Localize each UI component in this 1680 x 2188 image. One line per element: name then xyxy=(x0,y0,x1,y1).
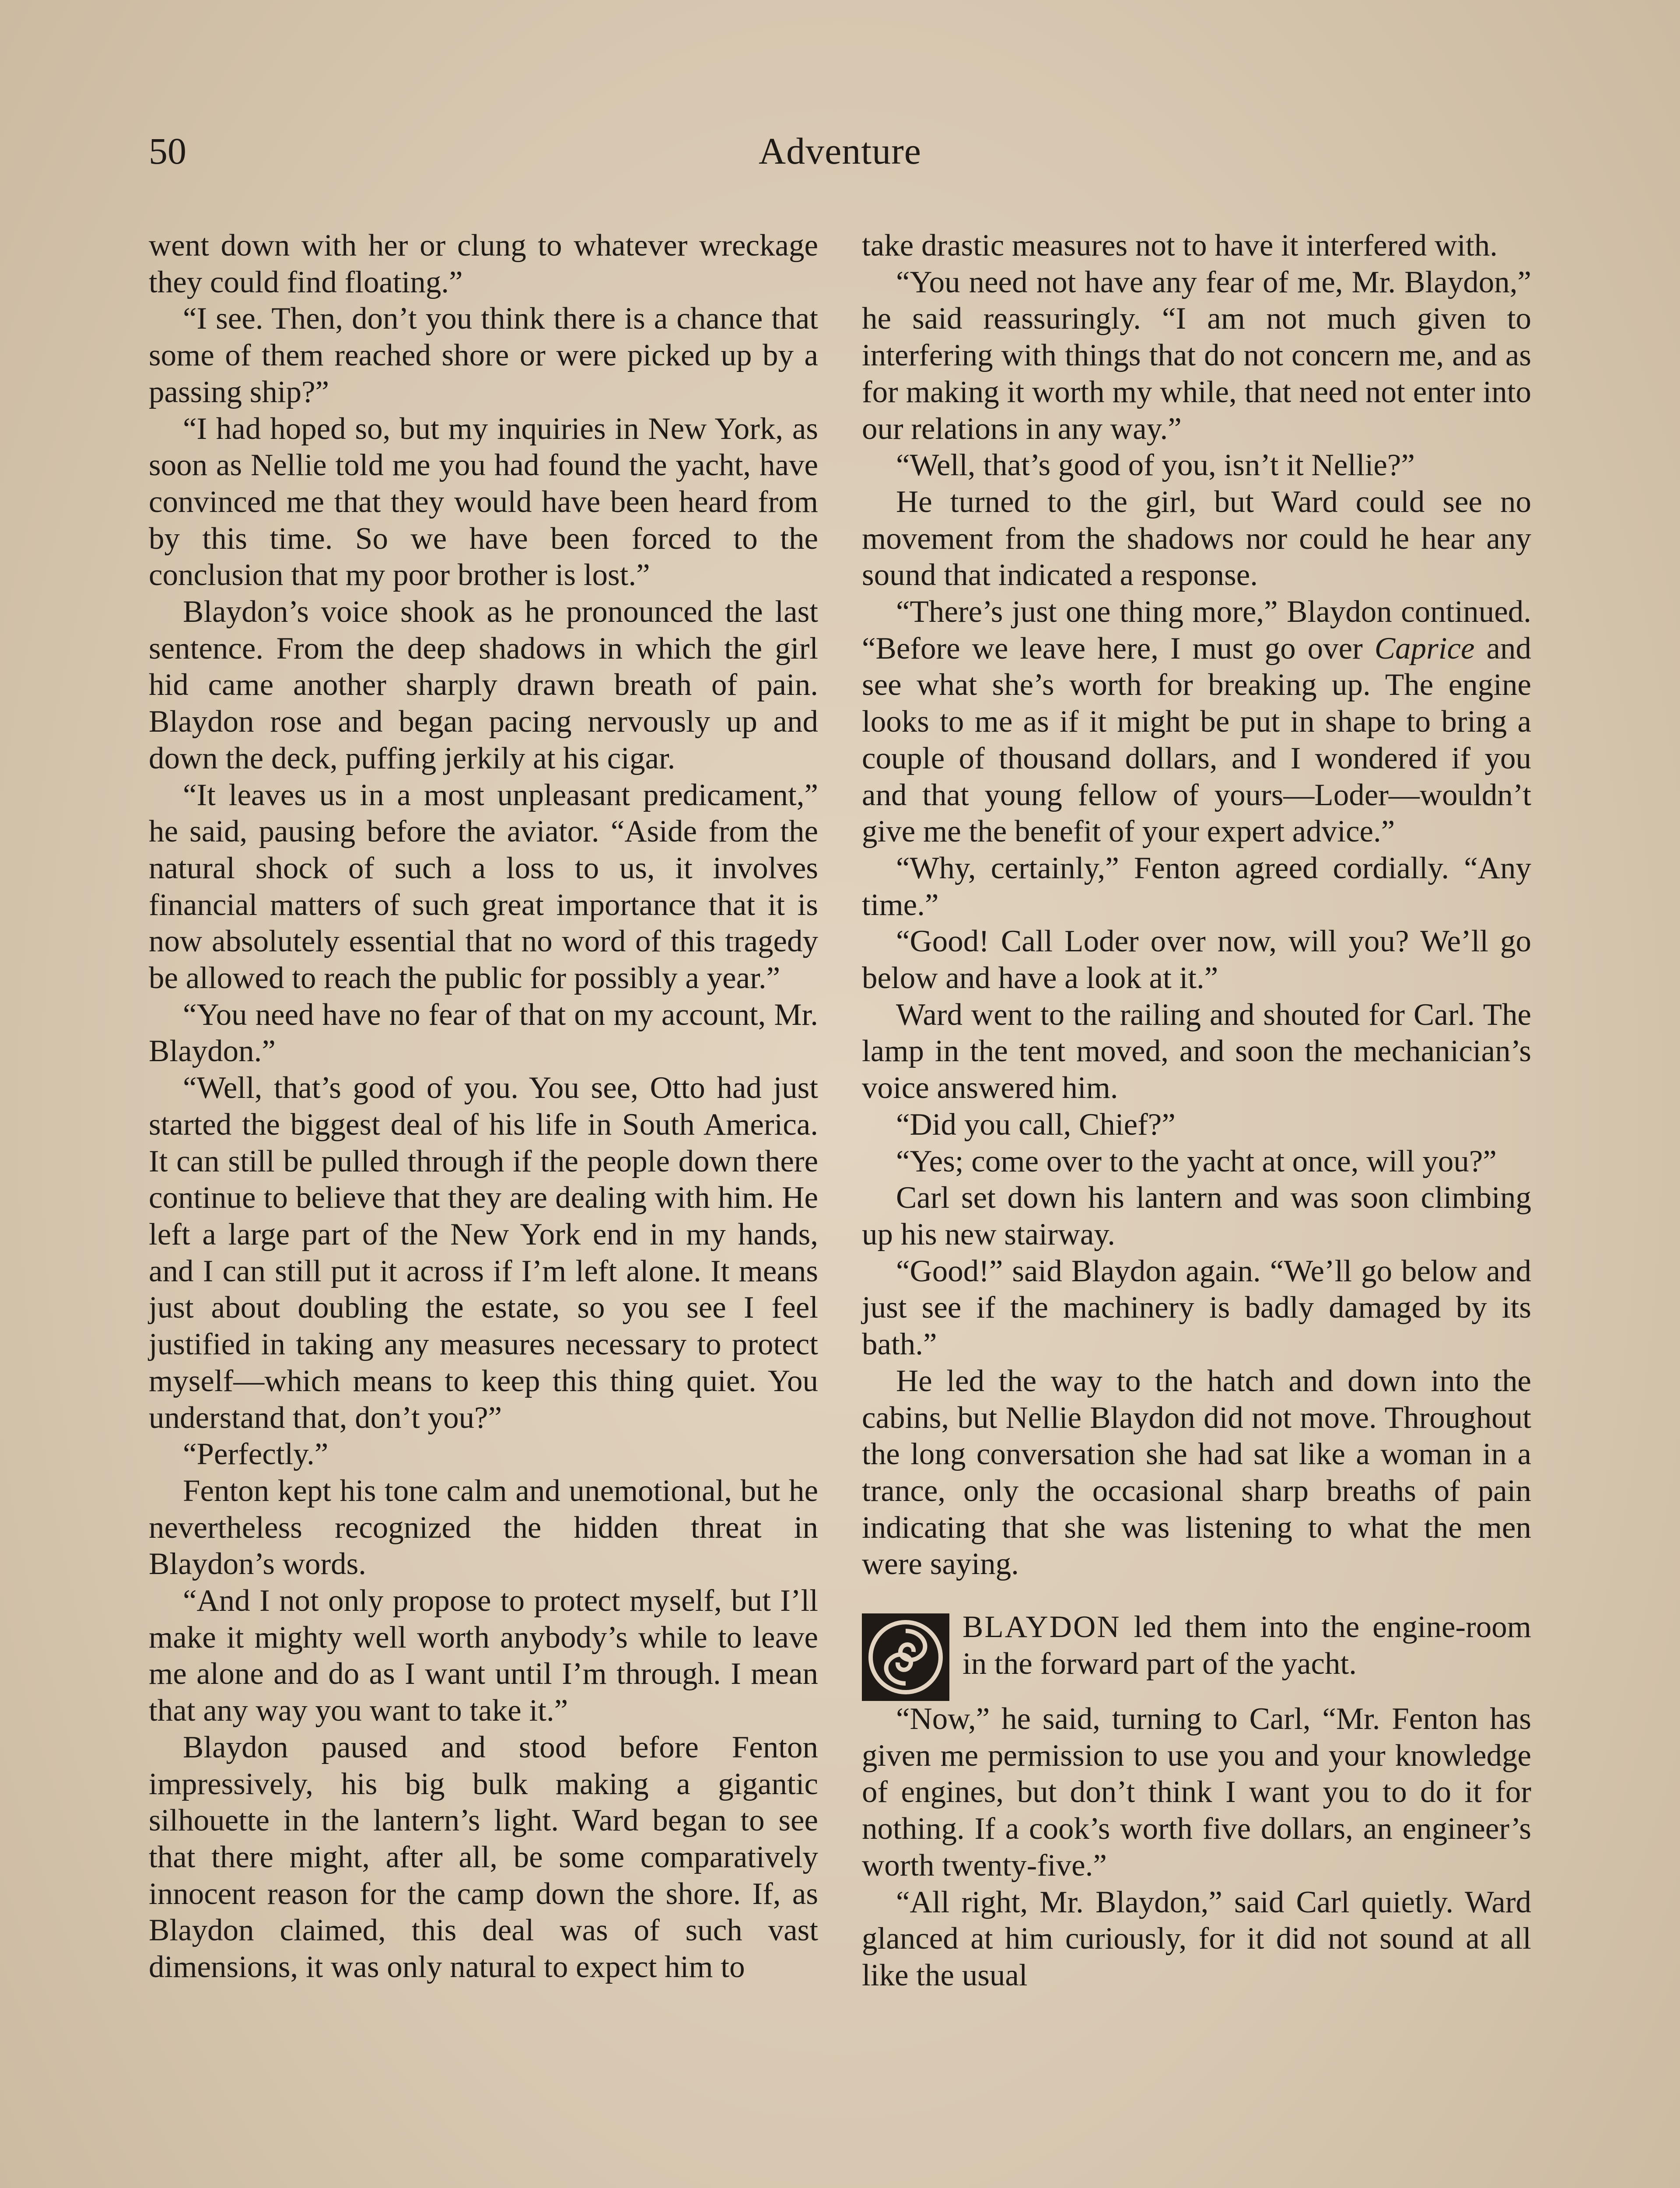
paragraph: “I see. Then, don’t you think there is a chance that some of them reached shore or were picked up by a passing ship?” xyxy=(149,302,818,409)
paragraph: “It leaves us in a most unpleasant predicament,” he said, pausing before the aviator. “Aside from the natural shock of such a loss to us, it involves financial matters of such great importance that it is now absolutely essential that no word of this tragedy be allowed to reach the public for possibly a year.” xyxy=(149,778,818,996)
paragraph: take drastic measures not to have it interfered with. xyxy=(862,228,1498,263)
paragraph: Carl set down his lantern and was soon climbing up his new stairway. xyxy=(862,1181,1531,1252)
paragraph: Blaydon paused and stood before Fenton impressively, his big bulk making a gigantic silhouette in the lantern’s light. Ward began to see that there might, after all, be some comparatively innocent reason for the camp down the shore. If, as Blaydon claimed, this deal was of such vast dimensions, it was only natural to expect him to xyxy=(149,1730,818,1985)
running-title: Adventure xyxy=(759,130,921,172)
paragraph: Ward went to the railing and shouted for Carl. The lamp in the tent moved, and soon the mechanician’s voice answered him. xyxy=(862,997,1531,1105)
paragraph: “I had hoped so, but my inquiries in New York, as soon as Nellie told me you had found the yacht, have convinced me that they would have been heard from by this time. So we have been forced to the conclusion that my poor brother is lost.” xyxy=(149,411,818,593)
paragraph: “Why, certainly,” Fenton agreed cordially. “Any time.” xyxy=(862,851,1531,922)
paragraph: He turned to the girl, but Ward could see no movement from the shadows nor could he hear any sound that indicated a response. xyxy=(862,484,1531,593)
left-column xyxy=(149,228,818,1986)
paragraph: “Well, that’s good of you. You see, Otto had just started the biggest deal of his life in South America. It can still be pulled through if the people down there continue to believe that they are dealing with him. He left a large part of the New York end in my hands, and I can still put it across if I’m left alone. It means just about doubling the estate, so you see I feel justified in taking any measures necessary to protect myself—which means to keep this thing quiet. You understand that, don’t you?” xyxy=(149,1071,818,1435)
text-run: led them into the engine-room in the forward part of the yacht. xyxy=(962,1610,1531,1681)
paragraph: “You need have no fear of that on my account, Mr. Blaydon.” xyxy=(149,997,818,1069)
right-column xyxy=(862,228,1531,1994)
paragraph: “All right, Mr. Blaydon,” said Carl quietly. Ward glanced at him curiously, for it did not sound at all like the usual xyxy=(862,1885,1531,1992)
paragraph xyxy=(862,594,1531,850)
paragraph: Fenton kept his tone calm and unemotional, but he nevertheless recognized the hidden threat in Blaydon’s words. xyxy=(149,1473,818,1581)
paragraph: “You need not have any fear of me, Mr. Blaydon,” he said reassuringly. “I am not much given to interfering with things that do not concern me, and as for making it worth my while, that need not enter into our relations in any way.” xyxy=(862,265,1531,446)
paragraph: Blaydon’s voice shook as he pronounced the last sentence. From the deep shadows in which the girl hid came another sharply drawn breath of pain. Blaydon rose and began pacing nervously up and down the deck, puffing jerkily at his cigar. xyxy=(149,595,818,775)
paragraph: “Good! Call Loder over now, will you? We’ll go below and have a look at it.” xyxy=(862,924,1531,996)
page-number: 50 xyxy=(149,130,186,172)
paragraph: “Now,” he said, turning to Carl, “Mr. Fenton has given me permission to use you and your knowledge of engines, but don’t think I want you to do it for nothing. If a cook’s worth five dollars, an engineer’s worth twenty-five.” xyxy=(862,1702,1531,1883)
paragraph: “Did you call, Chief?” xyxy=(896,1107,1176,1142)
paragraph: went down with her or clung to whatever wreckage they could find floating.” xyxy=(149,228,818,299)
section-break xyxy=(862,1609,1531,1701)
ship-name: Caprice xyxy=(1374,631,1475,666)
paragraph: “Perfectly.” xyxy=(183,1437,329,1472)
section-lead-word: BLAYDON xyxy=(962,1610,1121,1645)
section-opening-paragraph xyxy=(862,1609,1531,1682)
paragraph: “And I not only propose to protect myself, but I’ll make it mighty well worth anybody’s while to leave me alone and do as I want until I’m through. I mean that any way you want to take it.” xyxy=(149,1584,818,1728)
paragraph: He led the way to the hatch and down into the cabins, but Nellie Blaydon did not move. Throughout the long conversation she had sat like a woman in a trance, only the occasional sharp breaths of pain indicating that she was listening to what the men were saying. xyxy=(862,1364,1531,1581)
swirl-ornament-icon xyxy=(862,1613,949,1701)
paragraph: “Well, that’s good of you, isn’t it Nellie?” xyxy=(896,448,1415,483)
paragraph: “Good!” said Blaydon again. “We’ll go below and just see if the machinery is badly damaged by its bath.” xyxy=(862,1254,1531,1362)
text-run: and see what she’s worth for breaking up. The engine looks to me as if it might be put in shape to bring a couple of thousand dollars, and I wondered if you and that young fellow of yours—Loder—wouldn’t give me the benefit of your expert advice.” xyxy=(862,631,1531,849)
paragraph: “Yes; come over to the yacht at once, will you?” xyxy=(896,1144,1497,1178)
text-run: “There’s just one thing more,” Blaydon continued. “Before we leave here, I must go over xyxy=(862,595,1531,666)
page-header xyxy=(149,127,1531,184)
